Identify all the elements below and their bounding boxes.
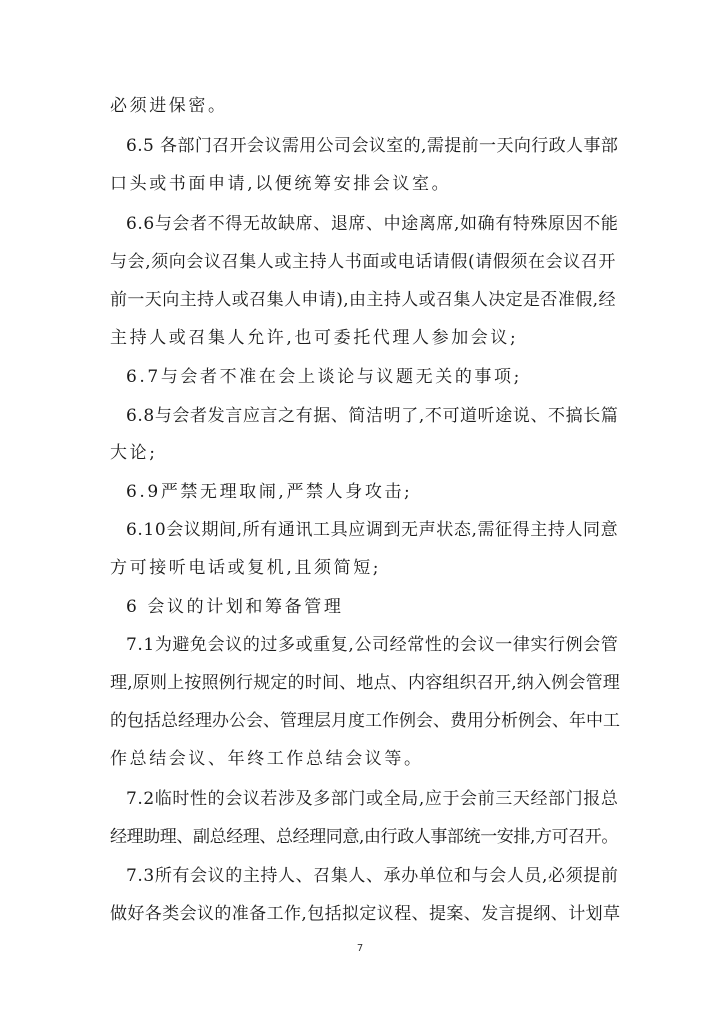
page-number: 7 (356, 943, 364, 954)
text-line: 7.3所有会议的主持人、召集人、承办单位和与会人员,必须提前 (126, 866, 619, 886)
text-line: 6.10会议期间,所有通讯工具应调到无声状态,需征得主持人同意 (126, 520, 619, 540)
text-line: 与会,须向会议召集人或主持人书面或电话请假(请假须在会议召开 (110, 252, 617, 272)
text-line: 理,原则上按照例行规定的时间、地点、内容组织召开,纳入例会管理 (110, 673, 621, 693)
text-line: 前一天向主持人或召集人申请),由主持人或召集人决定是否准假,经 (110, 290, 616, 310)
text-line: 做好各类会议的准备工作,包括拟定议程、提案、发言提纲、计划草 (110, 904, 621, 924)
text-line: 6.7与会者不准在会上谈论与议题无关的事项; (126, 367, 522, 387)
text-line: 必须进保密。 (110, 96, 228, 116)
text-line: 经理助理、副总经理、总经理同意,由行政人事部统一安排,方可召开。 (110, 827, 619, 847)
text-line: 6.6与会者不得无故缺席、退席、中途离席,如确有特殊原因不能 (126, 214, 619, 234)
text-line: 7.1为避免会议的过多或重复,公司经常性的会议一律实行例会管 (126, 635, 619, 655)
text-line: 6.9严禁无理取闹,严禁人身攻击; (126, 482, 413, 502)
text-line: 6.5 各部门召开会议需用公司会议室的,需提前一天向行政人事部 (126, 136, 619, 156)
text-line: 主持人或召集人允许,也可委托代理人参加会议; (110, 328, 519, 348)
text-line: 6.8与会者发言应言之有据、简洁明了,不可道听途说、不搞长篇 (126, 406, 619, 426)
text-line: 作总结会议、年终工作总结会议等。 (110, 749, 424, 769)
section-heading: 6 会议的计划和筹备管理 (126, 597, 344, 617)
text-line: 方可接听电话或复机,且须简短; (110, 558, 382, 578)
text-line: 的包括总经理办公会、管理层月度工作例会、费用分析例会、年中工 (110, 711, 620, 731)
text-line: 7.2临时性的会议若涉及多部门或全局,应于会前三天经部门报总 (126, 789, 619, 809)
text-line: 大论; (110, 443, 158, 463)
text-line: 口头或书面申请,以便统筹安排会议室。 (110, 174, 452, 194)
